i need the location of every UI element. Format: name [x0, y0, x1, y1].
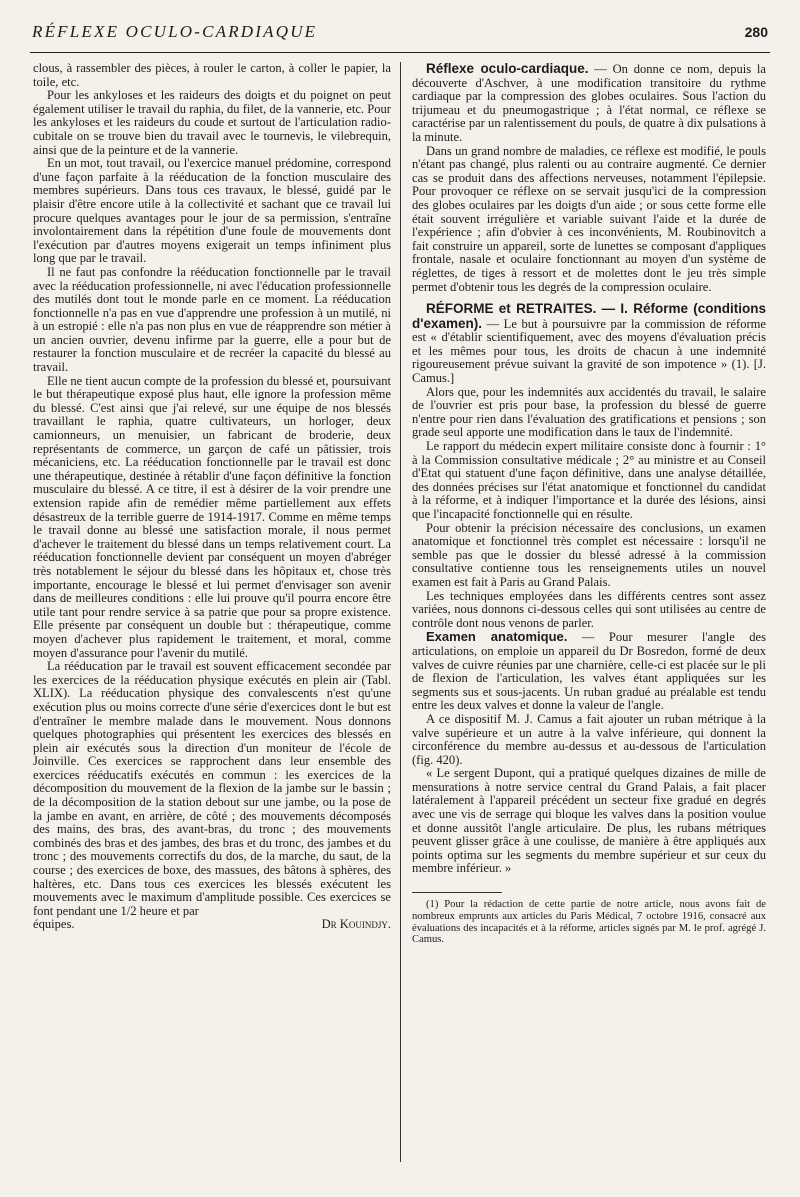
paragraph: Dans un grand nombre de maladies, ce réflexe est modifié, le pouls n'étant pas changé, plus ralenti ou au contraire augmenté. Ce dernier cas se produit dans des affections nerveuses, notamment l'épilepsie. Pour provoquer ce réflexe on se servait jusqu'ici de la compression des globes oculaires par les doigts d'un aide ; or sous cette forme elle était souvent irrégulière et variable suivant l'aide et la durée de l'expérience ; afin d'obvier à ces inconvénients, M. Roubinovitch a fait construire un appareil, sorte de lunettes se composant d'appliques frontale, nasale et oculaire fonctionnant au moyen d'un système de réglettes, de tiges à ressort et de molettes dont le jeu très simple permet d'obtenir tous les degrés de la compression oculaire. [412, 143, 766, 294]
paragraph: Les techniques employées dans les différents centres sont assez variées, nous donnons ci-dessous celles qui sont utilisées au centre de contrôle dont nous venons de parler. [412, 588, 766, 630]
paragraph: Le rapport du médecin expert militaire consiste donc à fournir : 1° à la Commission consultative médicale ; 2° au ministre et au Conseil d'Etat qui statuent d'une façon définitive, dans une analyse détaillée, des données précises sur l'état anatomique et fonctionnel du candidat à la réforme, et à indiquer l'importance et la durée des lésions, ainsi que l'incapacité fonctionnelle qui en résulte. [412, 439, 766, 521]
paragraph: La rééducation par le travail est souvent efficacement secondée par les exercices de la rééducation physique exécutés en plein air (Tabl. XLIX). La rééducation physique des convalescents n'est qu'une exécution plus ou moins correcte d'une série d'exercices dont le but est d'entraîner le membre malade dans le mouvement. Nous donnons quelques photographies qui présentent les exercices des blessés en plein air exécutés sous la direction d'un moniteur de l'école de Joinville. Ces exercices se rapprochent dans leur ensemble des exercices rééducatifs exécutés en commun : les exercices de la décomposition du mouvement de la flexion de la jambe sur le bassin ; de la décomposition de la station debout sur une jambe, ou la pose de la jambe en avant, en arrière, de côté ; des mouvements décomposés des mains, des bras, des avant-bras, du tronc ; des mouvements combinés des bras et des jambes, des bras et du tronc, des jambes et du tronc ; des mouvements correctifs du dos, de la marche, du saut, de la course ; des exercices de boxe, des massues, des bâtons à sphères, des haltères, etc. Dans tous ces exercices les blessés exécutent les mouvements avec le maximum d'amplitude possible. Ces exercices se font pendant une 1/2 heure et par [33, 659, 391, 918]
running-header [30, 22, 770, 53]
column-divider [400, 62, 401, 1162]
paragraph: Il ne faut pas confondre la rééducation fonctionnelle par le travail avec la rééducation professionnelle, ni avec l'éducation professionnelle des mutilés dont tout le monde parle en ce moment. La rééducation fonctionnelle n'a pas en vue d'apprendre une profession à un mutilé, ni à un estropié : elle n'a pas non plus en vue de réapprendre son métier à un ancien ouvrier, devenu infirme par la guerre, elle a pour but de restaurer la fonction musculaire et de recréer la capacité du blessé au travail. [33, 264, 391, 375]
paragraph: En un mot, tout travail, ou l'exercice manuel prédomine, correspond d'une façon parfaite à la rééducation de la fonction musculaire des membres supérieurs. Dans tous ces travaux, le blessé, guidé par le plaisir d'être encore utile à la collectivité et sachant que ce travail lui procure quelques avantages pour le jour de sa permission, s'entraîne involontairement dans la répétition d'une foule de mouvements dont l'exécution par d'autres moyens exigerait un temps infiniment plus long que par le travail. [33, 156, 391, 266]
paragraph-text: — On donne ce nom, depuis la découverte d'Aschver, à une modification transitoire du rythme cardiaque par la compression des globes oculaires. Sous l'action du trijumeau et du pneumogastrique ; à l'état normal, ce réflexe se caractérise par un ralentissement du pouls, de quatre à dix pulsations à la minute. [412, 62, 766, 144]
paragraph: Elle ne tient aucun compte de la profession du blessé et, poursuivant le but thérapeutique exposé plus haut, elle ignore la profession même du blessé. C'est ainsi que j'ai relevé, sur une équipe de nos blessés travaillant le raphia, quatre cultivateurs, un horloger, deux camionneurs, un menuisier, un fabricant de broderie, deux représentants de commerce, un garçon de café un pâtissier, trois mécaniciens, etc. La rééducation fonctionnelle par le travail est donc une thérapeutique, destinée à rétablir d'une façon définitive la fonction musculaire du blessé. A ce titre, il est à désirer de la voir prendre une extension rapide afin de remédier même partiellement aux effets désastreux de la terrible guerre de 1914-1917. Comme en même temps le travail donne au blessé une satisfaction morale, il nous permet d'achever le traitement du blessé dans un temps relativement court. La rééducation fonctionnelle devient par conséquent un moyen d'abréger très notablement le séjour du blessé dans les hôpitaux et, chose très importante, encourage le blessé et lui permet d'envisager son avenir dans de meilleures conditions : elle lui prouve qu'il pourra encore être utile tant pour rendre service à sa patrie que pour sa propre existence. Elle présente par conséquent un double but : thérapeutique, comme moyen d'achever plus rapidement le traitement, et moral, comme moyen d'assurance pour l'avenir du mutilé. [33, 373, 391, 660]
footnote-rule [412, 892, 502, 893]
paragraph: Pour obtenir la précision nécessaire des conclusions, un examen anatomique et fonctionnel très complet est nécessaire : lorsqu'il ne semble pas que le dossier du blessé adressé à la commission consultative contienne tous les renseignements utiles un nouvel examen est fait à Paris au Grand Palais. [412, 520, 766, 589]
paragraph-text: — Pour mesurer l'angle des articulations, on emploie un appareil du Dr Bosredon, formé de deux valves de cuivre réunies par une charnière, celle-ci est placée sur le pli de flexion de l'articulation, les valves étant appliquées sur les segments sus et sous-jacents. Un ruban gradué au préalable est tendu entre les deux valves et donne la valeur de l'angle. [412, 630, 766, 713]
paragraph: « Le sergent Dupont, qui a pratiqué quelques dizaines de mille de mensurations à notre service central du Grand Palais, a fait placer latéralement à l'appareil précédent un secteur fixe gradué en degrés avec une vis de serrage qui bloque les valves dans la position voulue et donne aussitôt l'angle articulaire. De plus, les rubans métriques peuvent glisser grâce à une coulisse, de manière à être appliqués aux points optima sur les segments du membre supérieur et sur ceux du membre inférieur. » [412, 766, 766, 876]
subsection-heading: Examen anatomique. [426, 629, 568, 645]
signature-line [33, 918, 391, 932]
paragraph-end: équipes. [33, 917, 75, 932]
paragraph: Alors que, pour les indemnités aux accidentés du travail, le salaire de l'ouvrier est pris pour base, la profession du blessé de guerre n'entre pour rien dans l'évaluation des gratifications et pensions ; son grade seul apporte une modification dans le taux de l'indemnité. [412, 384, 766, 440]
paragraph: Pour les ankyloses et les raideurs des doigts et du poignet on peut également utiliser le travail du raphia, du filet, de la vannerie, etc. Pour les ankyloses et les raideurs du coude et surtout de l'articulation radio-cubitale on se trouve bien du travail avec le tournevis, le vilebrequin, ainsi que de la peinture et de la vannerie. [33, 88, 391, 157]
article-intro [412, 62, 766, 145]
running-title: RÉFLEXE OCULO-CARDIAQUE [32, 22, 318, 41]
section-heading: RÉFORME et RETRAITES. — I. Réforme (conditions d'examen). [412, 301, 766, 331]
subsection-intro [412, 630, 766, 713]
paragraph: clous, à rassembler des pièces, à rouler le carton, à coller le papier, la toile, etc. [33, 61, 391, 89]
author-signature: Dr Kouindjy. [321, 917, 391, 932]
right-column [412, 62, 766, 946]
left-column [33, 62, 391, 932]
paragraph-text: — Le but à poursuivre par la commission de réforme est « d'établir scientifiquement, avec des moyens d'évaluation précis et les mêmes pour tous, les droits de chacun à une indemnité rigoureusement prévue suivant la gravité de son impotence » (1). [J. Camus.] [412, 316, 766, 386]
page-number: 280 [744, 24, 768, 40]
section-heading: Réflexe oculo-cardiaque. [426, 61, 589, 76]
footnote: (1) Pour la rédaction de cette partie de notre article, nous avons fait de nombreux emprunts aux articles du Paris Médical, 7 octobre 1916, consacré aux évaluations des incapacités et à la réforme, articles signés par M. le prof. agrégé J. Camus. [412, 899, 766, 946]
paragraph: A ce dispositif M. J. Camus a fait ajouter un ruban métrique à la valve supérieure et un autre à la valve inférieure, qui donnent la circonférence du membre au-dessus et au-dessous de l'articulation (fig. 420). [412, 711, 766, 767]
article-intro [412, 302, 766, 386]
